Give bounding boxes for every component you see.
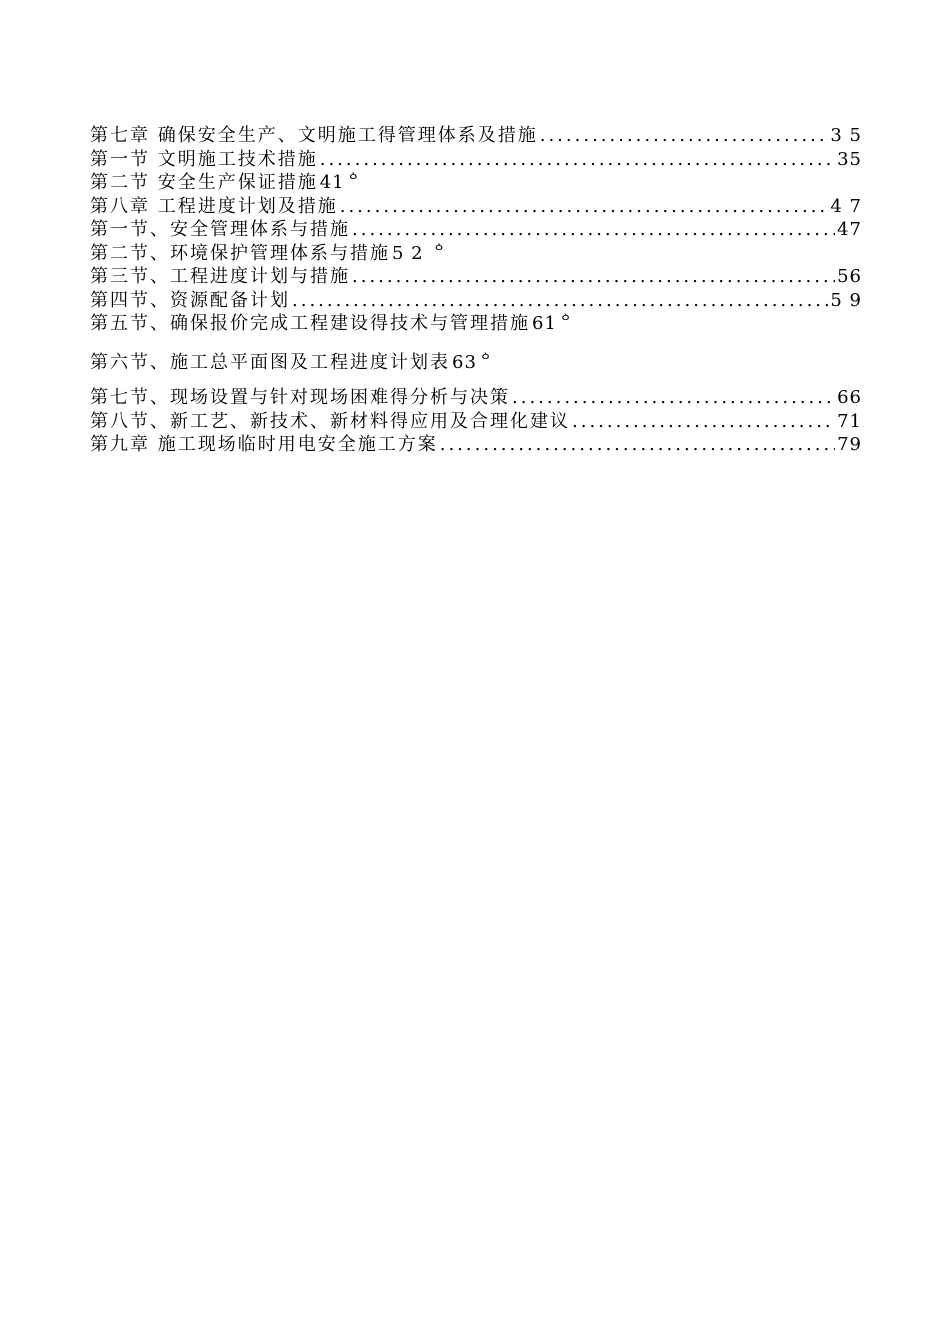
toc-leader-dots: [572, 410, 835, 434]
toc-entry[interactable]: [90, 124, 862, 148]
table-of-contents: [90, 124, 862, 457]
toc-entry[interactable]: [90, 148, 862, 172]
toc-entry-title: 第八章 工程进度计划及措施: [90, 195, 338, 217]
toc-entry-title: 第一节、安全管理体系与措施: [90, 219, 350, 240]
toc-entry-title: 第二节 安全生产保证措施: [90, 172, 318, 193]
toc-leader-dots: [352, 265, 835, 289]
toc-entry-page: 71: [837, 410, 862, 432]
toc-entry-title: 第三节、工程进度计划与措施: [90, 266, 350, 287]
toc-entry[interactable]: [90, 410, 862, 434]
toc-entry-page: 3 5: [830, 125, 862, 146]
toc-leader-dots: [512, 386, 835, 410]
toc-leader-dots: [320, 148, 835, 172]
toc-entry[interactable]: [90, 433, 862, 457]
toc-leader-dots: [440, 433, 835, 457]
toc-entry[interactable]: [90, 289, 862, 313]
toc-entry[interactable]: [90, 218, 862, 242]
toc-entry-title: 第四节、资源配备计划: [90, 289, 290, 311]
toc-entry-page: 61ᅌ: [532, 313, 576, 334]
toc-entry-page: 56: [837, 266, 862, 287]
toc-entry-page: 79: [837, 434, 862, 455]
toc-entry-page: 5 9: [830, 289, 862, 311]
toc-entry[interactable]: [90, 386, 862, 410]
toc-entry-title: 第七章 确保安全生产、文明施工得管理体系及措施: [90, 125, 538, 146]
toc-leader-dots: [352, 218, 835, 242]
toc-entry-page: 66: [837, 387, 862, 408]
toc-entry[interactable]: [90, 265, 862, 289]
toc-leader-dots: [292, 289, 828, 313]
toc-entry[interactable]: [90, 242, 862, 266]
toc-entry[interactable]: [90, 312, 862, 336]
toc-entry-title: 第九章 施工现场临时用电安全施工方案: [90, 434, 438, 455]
toc-entry-page: 5 2 ᅌ: [392, 242, 449, 264]
toc-entry-title: 第一节 文明施工技术措施: [90, 148, 318, 170]
toc-entry[interactable]: [90, 171, 862, 195]
toc-entry-title: 第八节、新工艺、新技术、新材料得应用及合理化建议: [90, 410, 570, 432]
toc-leader-dots: [540, 124, 829, 148]
toc-entry-page: 41ᅌ: [319, 172, 364, 193]
toc-leader-dots: [340, 195, 829, 219]
toc-entry-title: 第七节、现场设置与针对现场困难得分析与决策: [90, 387, 510, 408]
toc-entry-title: 第二节、环境保护管理体系与措施: [90, 242, 390, 264]
toc-entry[interactable]: [90, 351, 862, 375]
toc-entry[interactable]: [90, 195, 862, 219]
toc-entry-page: 47: [837, 219, 862, 240]
toc-entry-title: 第六节、施工总平面图及工程进度计划表: [90, 351, 450, 373]
toc-entry-page: 35: [837, 148, 862, 170]
toc-entry-page: 63ᅌ: [452, 351, 496, 373]
toc-entry-title: 第五节、确保报价完成工程建设得技术与管理措施: [90, 313, 530, 334]
toc-entry-page: 4 7: [830, 195, 862, 217]
